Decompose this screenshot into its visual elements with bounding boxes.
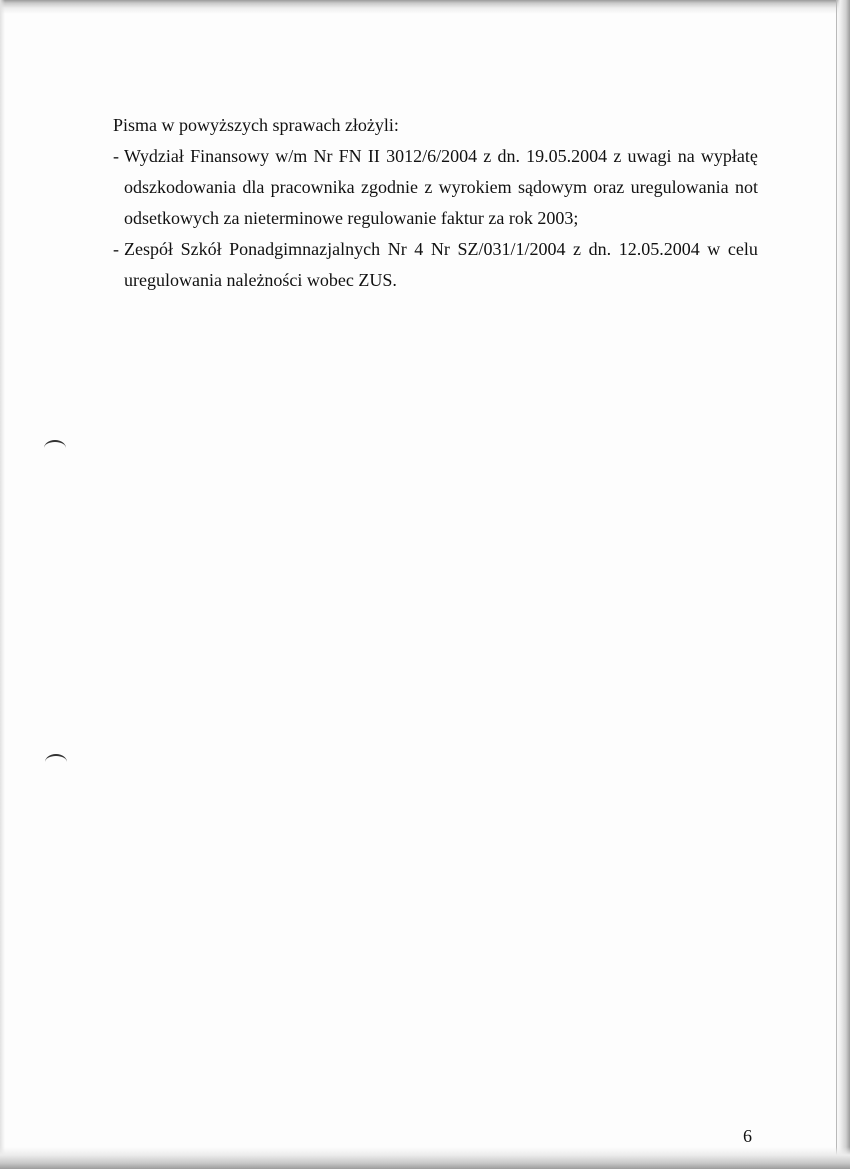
word: oraz	[593, 177, 625, 197]
word: 4	[414, 239, 424, 259]
word: Nr	[430, 239, 450, 259]
list-item	[113, 234, 758, 296]
list-item-line	[124, 141, 758, 172]
list-item-line	[124, 234, 758, 265]
word: dn.	[588, 239, 612, 259]
word: z	[483, 146, 492, 166]
word: 12.05.2004	[618, 239, 700, 259]
word: z	[613, 146, 622, 166]
word: uwagi	[627, 146, 672, 166]
list-item-line: odsetkowych za nieterminowe regulowanie faktur za rok 2003;	[124, 208, 579, 228]
word: 19.05.2004	[526, 146, 608, 166]
word: wypłatę	[700, 146, 758, 166]
word: na	[677, 146, 695, 166]
list-item	[113, 141, 758, 234]
word: 3012/6/2004	[386, 146, 478, 166]
heading-text: Pisma w powyższych sprawach złożyli:	[113, 115, 399, 135]
word: Szkół	[180, 239, 222, 259]
scan-bottom-edge	[0, 1147, 850, 1169]
punch-hole-mark	[45, 754, 67, 770]
word: dla	[242, 177, 265, 197]
scan-edge-line	[836, 0, 837, 1169]
word: w	[707, 239, 721, 259]
scan-top-edge	[0, 0, 850, 14]
word: SZ/031/1/2004	[457, 239, 566, 259]
word: w/m	[275, 146, 308, 166]
word: FN	[338, 146, 362, 166]
word: not	[734, 177, 758, 197]
list-dash: -	[113, 146, 119, 166]
page-number: 6	[743, 1126, 752, 1146]
list-item-line: uregulowania należności wobec ZUS.	[124, 270, 397, 290]
word: II	[367, 146, 380, 166]
word: uregulowania	[630, 177, 729, 197]
word: Nr	[313, 146, 333, 166]
word: Finansowy	[190, 146, 270, 166]
word: sądowym	[517, 177, 587, 197]
word: z	[573, 239, 582, 259]
punch-hole-mark	[44, 440, 66, 456]
list-dash: -	[113, 239, 119, 259]
word: z	[424, 177, 433, 197]
list-item-line	[124, 172, 758, 203]
scan-right-edge	[836, 0, 850, 1169]
document-body	[113, 110, 758, 296]
word: Ponadgimnazjalnych	[229, 239, 381, 259]
word: Nr	[387, 239, 407, 259]
word: pracownika	[270, 177, 355, 197]
word: zgodnie	[360, 177, 418, 197]
word: celu	[727, 239, 758, 259]
word: odszkodowania	[124, 177, 236, 197]
word: wyrokiem	[438, 177, 512, 197]
scan-left-edge	[0, 0, 5, 1169]
word: Wydział	[124, 146, 184, 166]
word: dn.	[497, 146, 520, 166]
word: Zespół	[124, 239, 173, 259]
